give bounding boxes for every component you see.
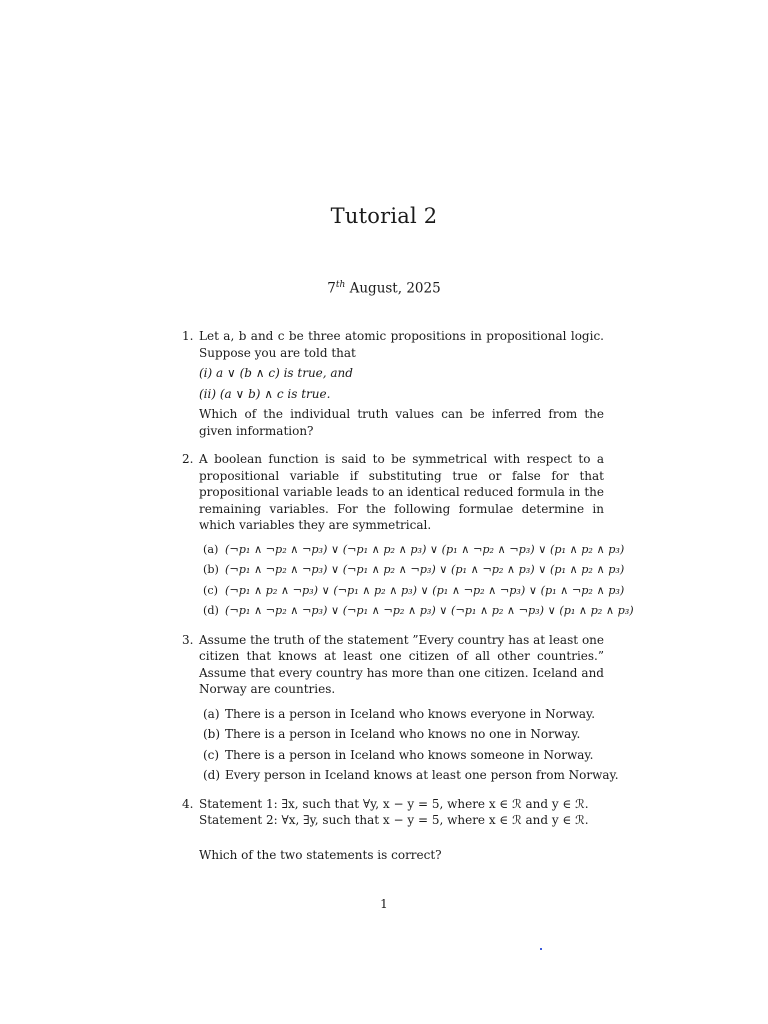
question-text: Which of the two statements is correct? bbox=[199, 847, 442, 862]
statement-list bbox=[199, 706, 619, 784]
formula-label: (c) bbox=[203, 583, 218, 597]
condition-ii: (ii) (a ∨ b) ∧ c is true. bbox=[199, 386, 331, 401]
statement-item bbox=[199, 706, 604, 723]
question-number: 3. bbox=[182, 632, 194, 647]
formula-text: (¬p₁ ∧ ¬p₂ ∧ ¬p₃) ∨ (¬p₁ ∧ p₂ ∧ ¬p₃) ∨ (p₁ ∧ ¬p₂ ∧ p₃) ∨ (p₁ ∧ p₂ ∧ p₃) bbox=[225, 563, 625, 576]
formula-item bbox=[199, 603, 634, 620]
statement-item bbox=[199, 726, 604, 743]
question-number: 4. bbox=[182, 796, 194, 811]
formula-item bbox=[199, 583, 625, 600]
document-date bbox=[0, 280, 768, 297]
question-2 bbox=[176, 451, 634, 620]
date-day: 7 bbox=[327, 280, 336, 297]
formula-label: (a) bbox=[203, 542, 219, 556]
formula-text: (¬p₁ ∧ ¬p₂ ∧ ¬p₃) ∨ (¬p₁ ∧ p₂ ∧ p₃) ∨ (p₁ ∧ ¬p₂ ∧ ¬p₃) ∨ (p₁ ∧ p₂ ∧ p₃) bbox=[225, 542, 625, 556]
statement-text: There is a person in Iceland who knows everyone in Norway. bbox=[225, 706, 596, 721]
formula-list bbox=[199, 542, 634, 620]
formula-text: (¬p₁ ∧ p₂ ∧ ¬p₃) ∨ (¬p₁ ∧ p₂ ∧ p₃) ∨ (p₁ ∧ ¬p₂ ∧ ¬p₃) ∨ (p₁ ∧ ¬p₂ ∧ p₃) bbox=[225, 583, 625, 597]
question-list bbox=[176, 328, 634, 875]
question-4 bbox=[176, 796, 604, 864]
date-rest: August, 2025 bbox=[345, 280, 441, 297]
condition-i: (i) a ∨ (b ∧ c) is true, and bbox=[199, 366, 353, 380]
formula-item bbox=[199, 542, 625, 559]
formula-label: (b) bbox=[203, 563, 219, 576]
question-number: 2. bbox=[182, 452, 194, 466]
question-intro: Let a, b and c be three atomic propositions in propositional logic. Suppose you are told that bbox=[199, 329, 604, 360]
question-outro: Which of the individual truth values can be inferred from the given information? bbox=[199, 407, 604, 438]
stray-mark bbox=[540, 948, 542, 950]
formula-item bbox=[199, 562, 625, 579]
statement-2: Statement 2: ∀x, ∃y, such that x − y = 5, where x ∈ ℛ and y ∈ ℛ. bbox=[199, 813, 589, 827]
statement-1: Statement 1: ∃x, such that ∀y, x − y = 5, where x ∈ ℛ and y ∈ ℛ. bbox=[199, 796, 589, 811]
statement-label: (a) bbox=[203, 706, 220, 721]
statement-text: There is a person in Iceland who knows no one in Norway. bbox=[225, 727, 581, 741]
statement-label: (b) bbox=[203, 727, 221, 741]
question-intro: A boolean function is said to be symmetrical with respect to a propositional variable if substituting true or false for that propositional variable leads to an identical reduced formula in the remaining variables. For the following formulae determine in which variables they are symmetrical. bbox=[199, 452, 604, 532]
question-3 bbox=[176, 632, 619, 784]
spacer bbox=[199, 829, 604, 847]
statement-label: (d) bbox=[203, 768, 221, 782]
question-number: 1. bbox=[182, 329, 194, 343]
question-1 bbox=[176, 328, 604, 439]
page-number: 1 bbox=[380, 897, 388, 911]
formula-label: (d) bbox=[203, 604, 219, 617]
formula-text: (¬p₁ ∧ ¬p₂ ∧ ¬p₃) ∨ (¬p₁ ∧ ¬p₂ ∧ p₃) ∨ (¬p₁ ∧ p₂ ∧ ¬p₃) ∨ (p₁ ∧ p₂ ∧ p₃) bbox=[225, 604, 634, 617]
statement-item bbox=[199, 767, 619, 784]
statement-item bbox=[199, 747, 604, 764]
statement-label: (c) bbox=[203, 747, 220, 762]
date-suffix: th bbox=[335, 280, 346, 290]
statement-text: Every person in Iceland knows at least one person from Norway. bbox=[225, 768, 619, 782]
question-intro: Assume the truth of the statement ”Every country has at least one citizen that knows at least one citizen of all other countries.” Assume that every country has more than one citizen. Iceland and Norway are countries. bbox=[199, 632, 604, 696]
statement-text: There is a person in Iceland who knows someone in Norway. bbox=[225, 747, 594, 762]
document-title: Tutorial 2 bbox=[330, 204, 438, 228]
